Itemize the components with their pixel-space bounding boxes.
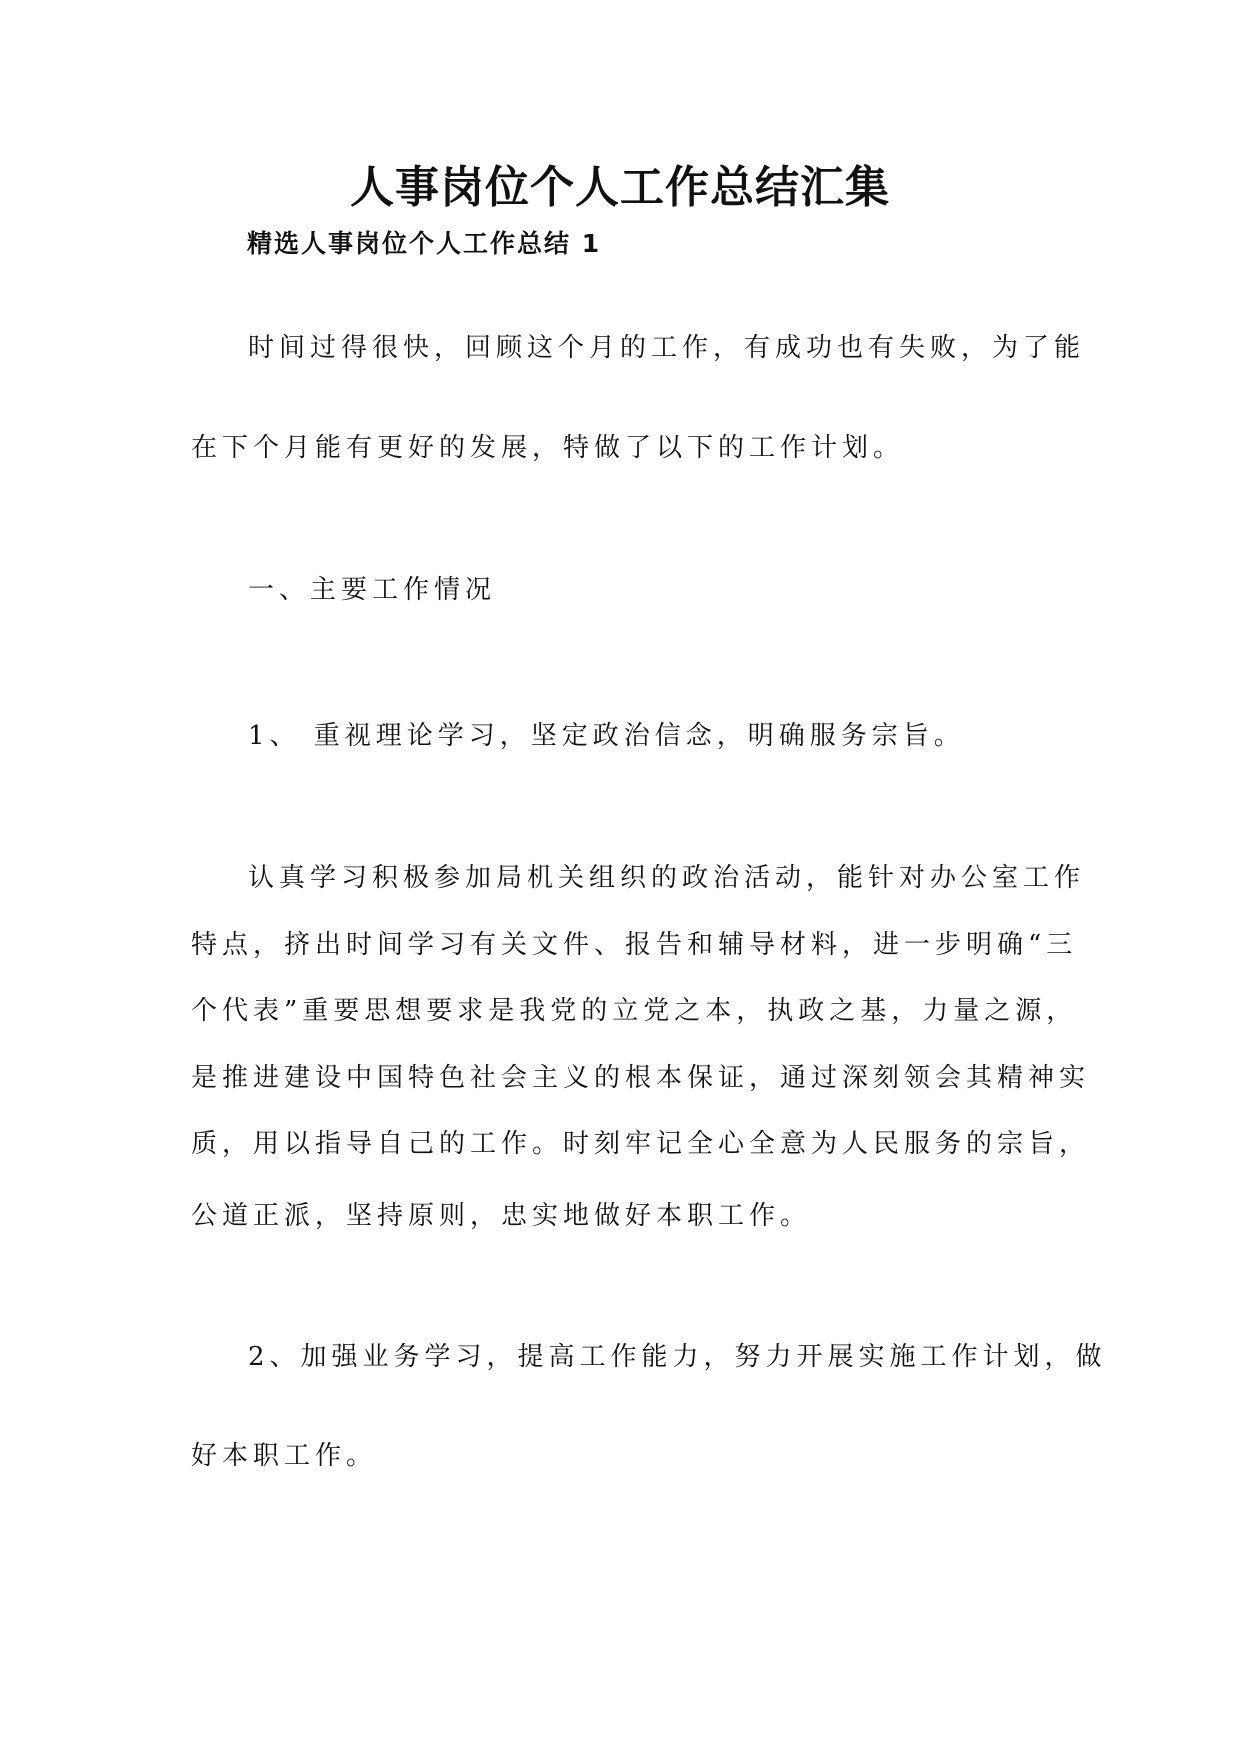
section-subtitle: 精选人事岗位个人工作总结 1 <box>247 229 602 258</box>
paragraph-line: 公道正派，坚持原则，忠实地做好本职工作。 <box>191 1201 812 1231</box>
paragraph-line: 时间过得很快，回顾这个月的工作，有成功也有失败，为了能 <box>248 333 1086 363</box>
paragraph-line: 认真学习积极参加局机关组织的政治活动，能针对办公室工作 <box>248 863 1086 893</box>
paragraph-line: 个代表”重要思想要求是我党的立党之本，执政之基，力量之源， <box>191 996 1078 1026</box>
paragraph-line: 在下个月能有更好的发展，特做了以下的工作计划。 <box>191 433 905 463</box>
document-title: 人事岗位个人工作总结汇集 <box>350 162 890 213</box>
item-heading: 1、 重视理论学习，坚定政治信念，明确服务宗旨。 <box>248 721 965 751</box>
paragraph-line: 好本职工作。 <box>191 1441 378 1471</box>
item-heading: 2、加强业务学习，提高工作能力，努力开展实施工作计划，做 <box>248 1342 1107 1372</box>
paragraph-line: 质，用以指导自己的工作。时刻牢记全心全意为人民服务的宗旨， <box>191 1129 1091 1159</box>
section-heading: 一、主要工作情况 <box>248 575 497 605</box>
paragraph-line: 特点，挤出时间学习有关文件、报告和辅导材料，进一步明确“三 <box>191 930 1078 960</box>
paragraph-line: 是推进建设中国特色社会主义的根本保证，通过深刻领会其精神实 <box>191 1063 1091 1093</box>
